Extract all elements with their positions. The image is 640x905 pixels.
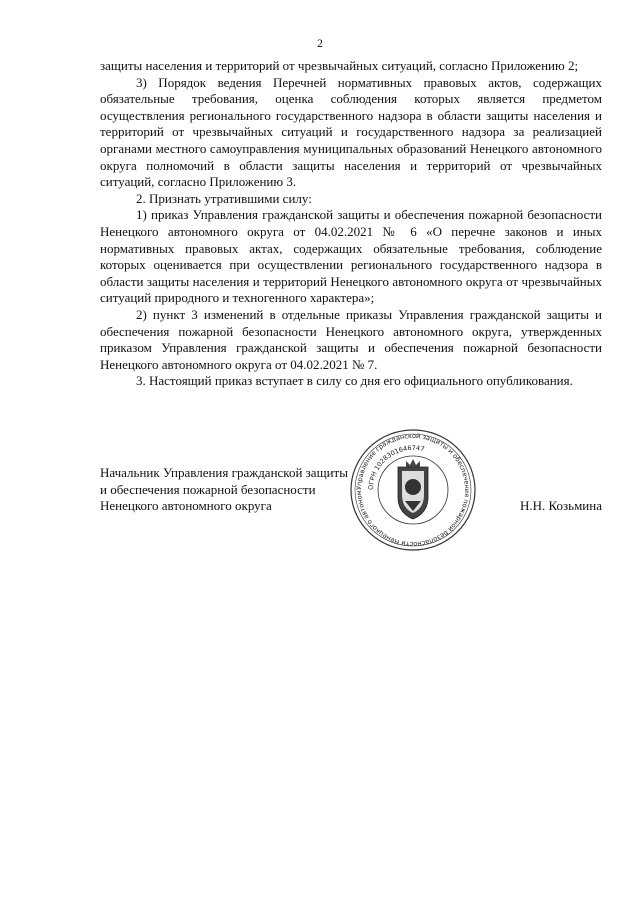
seal-outer-text: Управление гражданской защиты и обеспечения пожарной безопасности Ненецкого автоном: [354, 431, 472, 549]
paragraph-5: 2) пункт 3 изменений в отдельные приказы Управления гражданской защиты и обеспечения пожарной безопасности Ненецкого автономного округа, утвержденных приказом Управления гражданской защиты и обеспечения пожарной безопасности Ненецкого автономного округа от 04.02.2021 № 7.: [100, 306, 602, 372]
page-number: 2: [317, 38, 323, 50]
paragraph-6: 3. Настоящий приказ вступает в силу со дня его официального опубликования.: [136, 373, 573, 389]
signatory-title-line: Ненецкого автономного округа: [100, 498, 272, 514]
paragraph-3: 2. Признать утратившими силу:: [136, 190, 312, 206]
paragraph-1: защиты населения и территорий от чрезвычайных ситуаций, согласно Приложению 2;: [100, 58, 579, 73]
document-body: [100, 58, 602, 390]
seal-inner-text: ОГРН 1028301646747: [366, 443, 426, 491]
paragraph-4: 1) приказ Управления гражданской защиты и обеспечения пожарной безопасности Ненецкого автономного округа от 04.02.2021 № 6 «О перечне законов и иных нормативных правовых актах, содержащих обязательные требования, соблюдение которых оценивается при осуществлении регионального государственного надзора в области защиты населения и территорий Ненецкого автономного округа от чрезвычайных ситуаций природного и техногенного характера»;: [100, 207, 602, 306]
signatory-title-line: Начальник Управления гражданской защиты: [100, 465, 348, 480]
paragraph-2: 3) Порядок ведения Перечней нормативных правовых актов, содержащих обязательные требования, оценка соблюдения которых является предметом осуществления регионального государственного надзора в области защиты населения и территорий от чрезвычайных ситуаций и государственного надзора за реализацией органами местного самоуправления муниципальных образований Ненецкого автономного округа полномочий в области защиты населения и территорий от чрезвычайных ситуаций, согласно Приложению 3.: [100, 74, 602, 190]
signatory-title-line: и обеспечения пожарной безопасности: [100, 481, 316, 497]
signature-block: [100, 465, 602, 515]
signatory-name: Н.Н. Козьмина: [519, 498, 602, 513]
